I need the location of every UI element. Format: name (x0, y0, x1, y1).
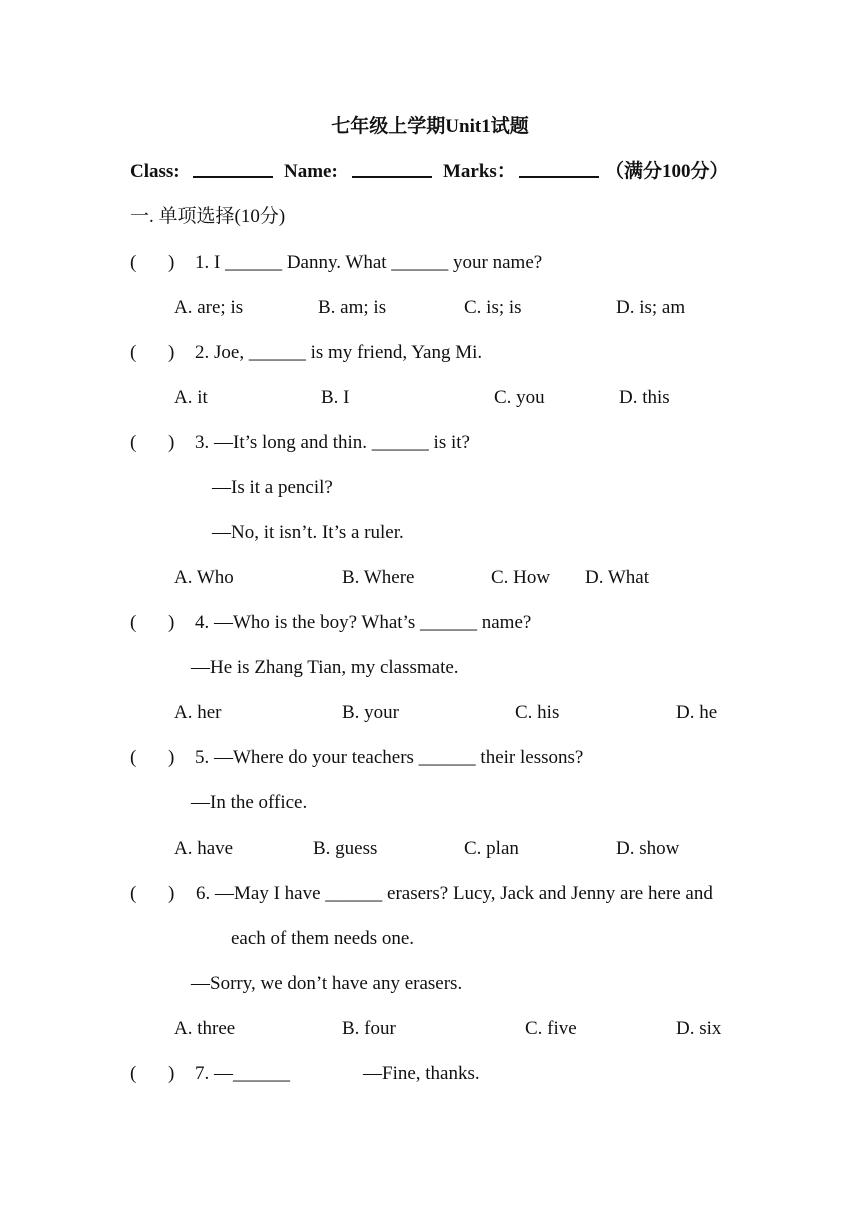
option-a: A. are; is (174, 297, 244, 318)
answer-paren-close: ) (168, 747, 175, 768)
name-blank[interactable] (352, 160, 432, 185)
name-label: Name: (284, 161, 338, 182)
option-c: C. How (491, 567, 551, 588)
dialogue-line: —He is Zhang Tian, my classmate. (191, 657, 459, 678)
answer-paren-open[interactable]: ( (130, 342, 137, 363)
answer-paren-open[interactable]: ( (130, 883, 137, 904)
dialogue-line: —Is it a pencil? (212, 477, 333, 498)
option-b: B. guess (313, 838, 378, 859)
question-stem: 3. —It’s long and thin. ______ is it? (195, 432, 470, 453)
marks-blank[interactable] (519, 160, 599, 185)
option-c: C. his (515, 702, 560, 723)
question-stem: 5. —Where do your teachers ______ their lessons? (195, 747, 584, 768)
dialogue-line: —No, it isn’t. It’s a ruler. (212, 522, 404, 543)
class-blank[interactable] (193, 160, 273, 185)
dialogue-line: —In the office. (191, 792, 308, 813)
option-b: B. your (342, 702, 399, 723)
question-stem: 7. —______ (195, 1063, 290, 1084)
option-d: D. show (616, 838, 680, 859)
option-d: D. this (619, 387, 670, 408)
answer-paren-close: ) (168, 1063, 175, 1084)
option-a: A. it (174, 387, 208, 408)
marks-label: Marks： (443, 161, 516, 182)
option-a: A. have (174, 838, 234, 859)
option-b: B. Where (342, 567, 415, 588)
option-c: C. five (525, 1018, 577, 1039)
answer-paren-close: ) (168, 432, 175, 453)
answer-paren-open[interactable]: ( (130, 612, 137, 633)
option-c: C. is; is (464, 297, 522, 318)
option-d: D. is; am (616, 297, 686, 318)
option-a: A. three (174, 1018, 236, 1039)
question-stem: 6. —May I have ______ erasers? Lucy, Jack and Jenny are here and (196, 883, 713, 904)
question-stem-continued: each of them needs one. (231, 928, 415, 949)
option-d: D. What (585, 567, 650, 588)
question-stem: 4. —Who is the boy? What’s ______ name? (195, 612, 532, 633)
answer-paren-open[interactable]: ( (130, 1063, 137, 1084)
option-b: B. am; is (318, 297, 387, 318)
option-b: B. I (321, 387, 350, 408)
answer-paren-open[interactable]: ( (130, 747, 137, 768)
dialogue-reply: —Fine, thanks. (363, 1063, 480, 1084)
answer-paren-close: ) (168, 612, 175, 633)
class-label: Class: (130, 161, 180, 182)
answer-paren-open[interactable]: ( (130, 432, 137, 453)
option-a: A. her (174, 702, 222, 723)
answer-paren-close: ) (168, 252, 175, 273)
option-c: C. plan (464, 838, 519, 859)
answer-paren-close: ) (168, 883, 175, 904)
option-b: B. four (342, 1018, 396, 1039)
option-a: A. Who (174, 567, 234, 588)
full-score: （满分100分） (605, 161, 729, 182)
question-stem: 1. I ______ Danny. What ______ your name? (195, 252, 543, 273)
exam-title: 七年级上学期Unit1试题 (331, 116, 529, 137)
dialogue-line: —Sorry, we don’t have any erasers. (191, 973, 463, 994)
section-heading: 一. 单项选择(10分) (130, 206, 286, 227)
option-d: D. six (676, 1018, 722, 1039)
option-c: C. you (494, 387, 545, 408)
answer-paren-open[interactable]: ( (130, 252, 137, 273)
option-d: D. he (676, 702, 718, 723)
answer-paren-close: ) (168, 342, 175, 363)
question-stem: 2. Joe, ______ is my friend, Yang Mi. (195, 342, 483, 363)
